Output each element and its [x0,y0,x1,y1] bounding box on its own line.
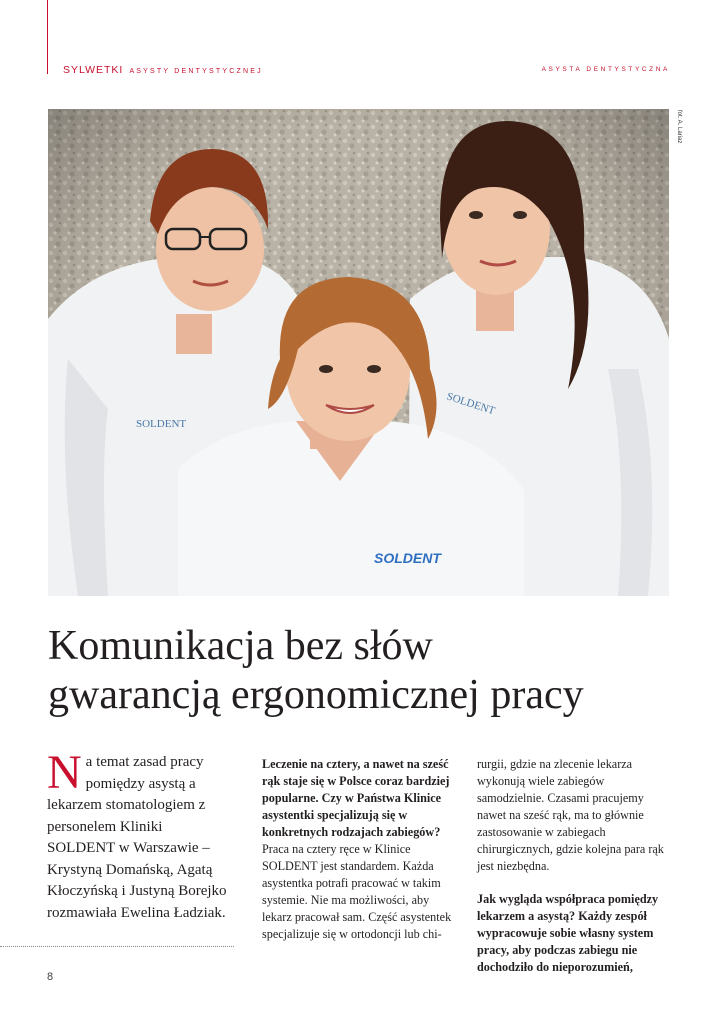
header-rule [47,0,48,74]
answer-1-part-1: Praca na cztery ręce w Klinice SOLDENT jest standardem. Każda asystentka potrafi pracować w takim systemie. Nie ma możliwości, aby lekarz pracował sam. Część asystentek specjalizuje się w ortodoncji lub chi- [262,842,452,941]
uniform-logo-left: SOLDENT [136,418,187,430]
section-header [63,64,263,76]
question-1: Leczenie na cztery, a nawet na sześć rąk staje się w Polsce coraz bardziej popularne. Czy w Państwa Klinice asystentki specjalizują się w konkretnych rodzajach zabiegów? [262,757,450,839]
headline-line-2: gwarancją ergonomicznej pracy [48,672,584,718]
feature-photo [48,109,669,596]
photo-illustration [48,109,669,596]
body-column-2 [262,756,455,943]
body-column-3 [477,756,671,976]
running-title: ASYSTA DENTYSTYCZNA [541,66,670,73]
article-headline [48,622,708,720]
subsection-label: ASYSTY DENTYSTYCZNEJ [129,68,263,75]
lead-text: a temat zasad pracy pomiędzy asystą a lekarzem stomatologiem z personelem Kliniki SOLDENT w Warszawie – Krystyną Domańską, Agatą Kłoczyńską i Justyną Borejko rozmawiała Ewelina Ładziak. [47,754,227,921]
lead-dotted-rule [0,946,234,947]
question-2: Jak wygląda współpraca pomiędzy lekarzem a asystą? Każdy zespół wypracowuje sobie własny system pracy, aby podczas zabiegu nie dochodziło do nieporozumień, [477,892,659,974]
drop-cap: N [47,746,82,799]
uniform-logo-center: SOLDENT [374,550,441,566]
headline-line-1: Komunikacja bez słów [48,623,433,669]
section-label: SYLWETKI [63,64,124,76]
article-lead [47,746,232,924]
answer-1-part-2: rurgii, gdzie na zlecenie lekarza wykonują wiele zabiegów samodzielnie. Czasami pracujemy nawet na sześć rąk, ma to głównie zastosowanie w zabiegach chirurgicznych, gdzie kolejna para rąk jest niezbędna. [477,757,664,873]
photo-credit: fot. A. Lariaz [676,110,682,144]
uniform-logo-right: SOLDENT [445,390,497,418]
page-number: 8 [47,971,54,983]
